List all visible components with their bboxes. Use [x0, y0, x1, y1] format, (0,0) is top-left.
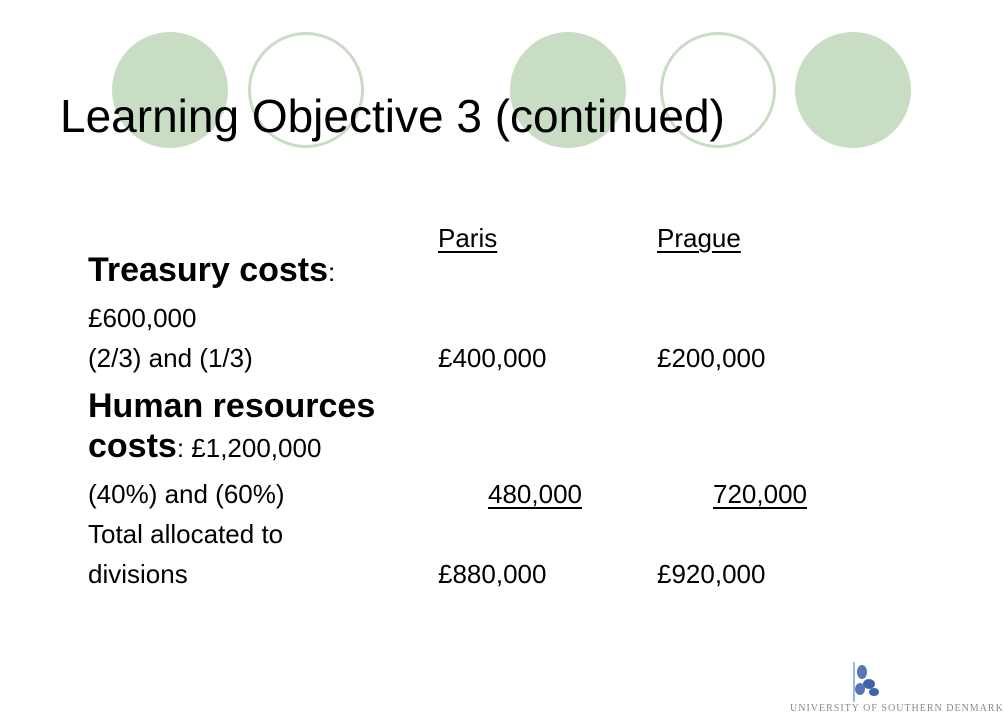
hr-heading-line2: costs [88, 427, 177, 465]
university-logo-text: UNIVERSITY OF SOUTHERN DENMARK [790, 703, 1004, 714]
hr-paris-text: 480,000 [488, 479, 582, 509]
treasury-heading: Treasury costs [88, 251, 329, 289]
hr-heading-line1: Human resources [88, 387, 376, 425]
hr-heading-line2-row [88, 427, 322, 469]
hr-prague-value [653, 478, 807, 510]
total-label-line1: Total allocated to [88, 519, 284, 549]
hr-ratio-label: (40%) and (60%) [88, 479, 285, 509]
total-label-line2: divisions [88, 559, 188, 589]
column-header-paris: Paris [438, 223, 498, 253]
treasury-colon: : [328, 257, 336, 287]
treasury-prague-value: £200,000 [657, 343, 766, 373]
column-header-prague: Prague [657, 223, 741, 253]
slide-title: Learning Objective 3 (continued) [60, 90, 725, 142]
hr-amount: : £1,200,000 [176, 433, 322, 463]
treasury-ratio-label: (2/3) and (1/3) [88, 343, 253, 373]
hr-prague-text: 720,000 [713, 479, 807, 509]
decor-circle-3 [795, 32, 911, 148]
treasury-amount: £600,000 [88, 303, 197, 333]
total-paris-value: £880,000 [438, 559, 547, 589]
hr-paris-value [434, 478, 582, 510]
treasury-paris-value: £400,000 [438, 343, 547, 373]
treasury-heading-line [88, 251, 336, 293]
total-prague-value: £920,000 [657, 559, 766, 589]
